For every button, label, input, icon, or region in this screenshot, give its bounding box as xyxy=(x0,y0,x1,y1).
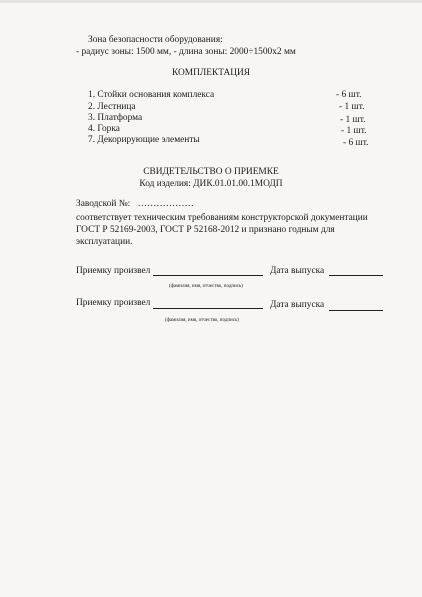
kit-item-label: 2. Лестница xyxy=(88,102,136,112)
compliance-text: ГОСТ Р 52169-2003, ГОСТ Р 52168-2012 и признано годным для xyxy=(76,225,335,235)
certificate-title: СВИДЕТЕЛЬСТВО О ПРИЕМКЕ xyxy=(143,167,279,177)
kit-title: КОМПЛЕКТАЦИЯ xyxy=(171,68,251,78)
serial-number xyxy=(76,200,194,209)
kit-item-qty: - 6 шт. xyxy=(336,90,362,100)
kit-item-qty: - 1 шт. xyxy=(340,115,366,125)
acceptance-label: Приемку произвел xyxy=(76,266,151,276)
compliance-text: эксплуатации. xyxy=(76,237,133,247)
kit-item-qty: - 6 шт. xyxy=(343,138,369,148)
kit-item-label: 7. Декорирующие элементы xyxy=(88,135,200,145)
product-code: Код изделия: ДИК.01.01.00.1МОДП xyxy=(139,179,283,189)
kit-item-label: 1. Стойки основания комплекса xyxy=(88,90,215,100)
compliance-text: соответствует техническим требованиям конструкторской документации xyxy=(76,213,368,223)
kit-item-qty: - 1 шт. xyxy=(341,126,367,136)
signature-line xyxy=(153,275,263,276)
release-date-label: Дата выпуска xyxy=(270,266,325,276)
safety-dimensions: - радиус зоны: 1500 мм, - длина зоны: 2000÷1500х2 мм xyxy=(76,47,296,57)
date-line xyxy=(329,310,383,311)
acceptance-label: Приемку произвел xyxy=(76,298,151,308)
kit-item-label: 4. Горка xyxy=(88,124,120,134)
signature-hint: (фамилия, имя, отчество, подпись) xyxy=(165,318,239,323)
kit-item-label: 3. Платформа xyxy=(88,113,143,123)
signature-line xyxy=(153,308,263,309)
serial-label: Заводской №: xyxy=(76,199,131,209)
serial-placeholder: ……………… xyxy=(137,199,194,209)
safety-title: Зона безопасности оборудования: xyxy=(88,35,223,45)
signature-hint: (фамилия, имя, отчество, подпись) xyxy=(169,284,243,289)
release-date-label: Дата выпуска xyxy=(270,300,325,310)
page-top-edge xyxy=(0,0,422,3)
kit-item-qty: - 1 шт. xyxy=(339,102,365,112)
date-line xyxy=(329,275,383,276)
